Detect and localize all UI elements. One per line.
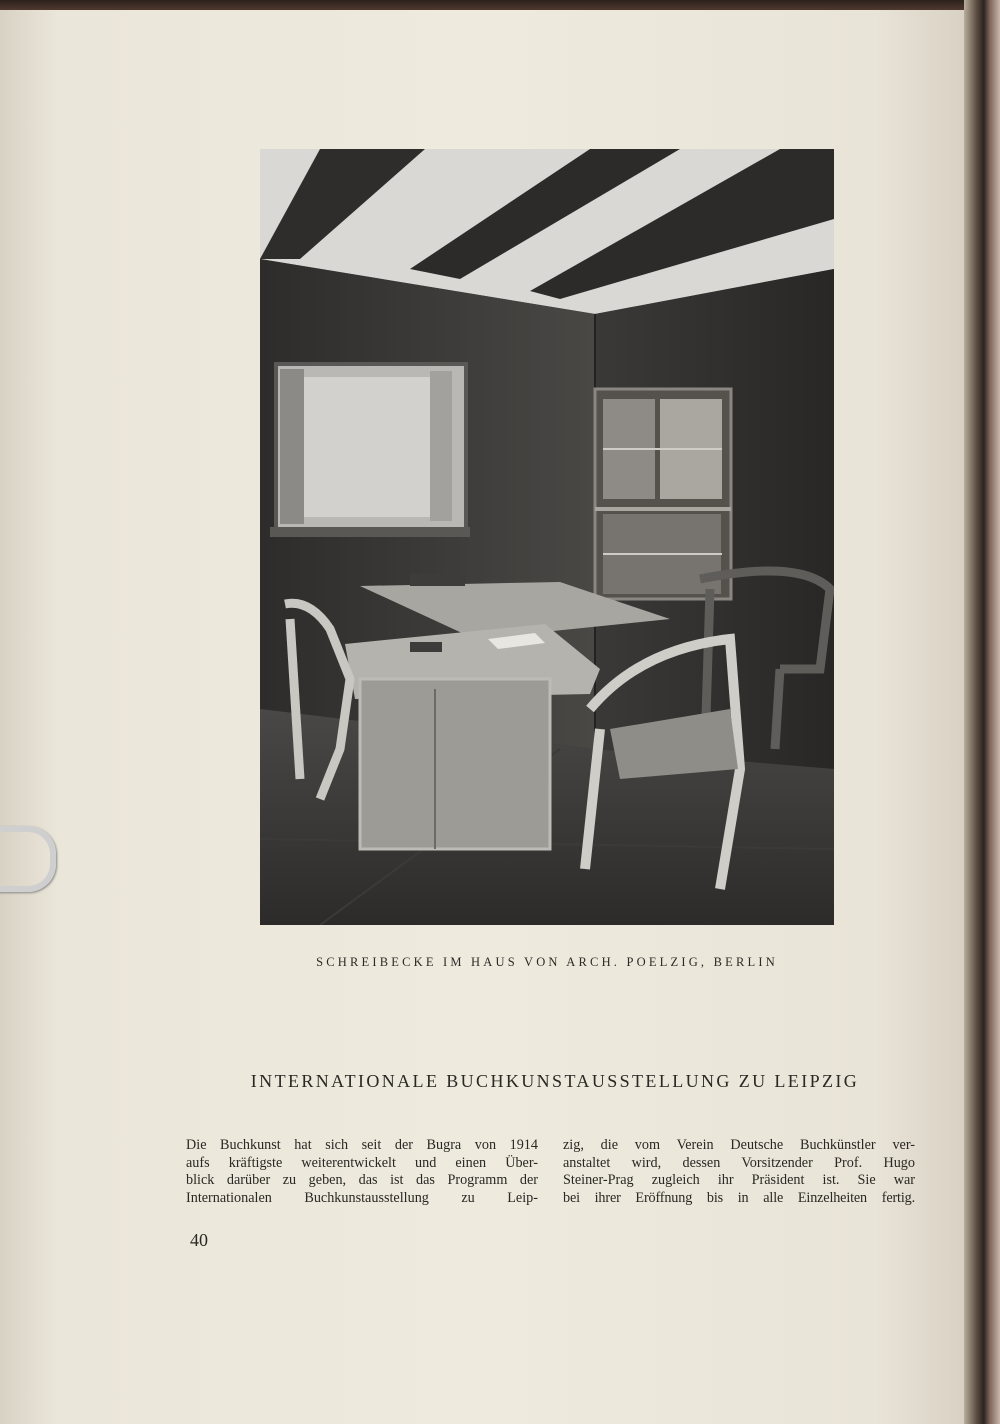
text-line: blick darüber zu geben, das ist das Programm der <box>186 1172 538 1189</box>
paper-clip <box>0 826 56 892</box>
text-line: Die Buchkunst hat sich seit der Bugra von 1914 <box>186 1137 538 1153</box>
photo-caption: SCHREIBECKE IM HAUS VON ARCH. POELZIG, BERLIN <box>316 955 778 969</box>
article-column-left <box>186 1137 538 1207</box>
text-line: aufs kräftigste weiterentwickelt und einen Über- <box>186 1154 538 1171</box>
book-gutter <box>964 0 1000 1424</box>
text-line: Internationalen Buchkunstausstellung zu Leip- <box>186 1189 538 1206</box>
text-line: bei ihrer Eröffnung bis in alle Einzelheiten fertig. <box>563 1189 915 1206</box>
interior-photo <box>260 149 834 925</box>
text-line: zig, die vom Verein Deutsche Buchkünstler ver- <box>563 1137 915 1153</box>
article-column-right <box>563 1137 915 1207</box>
text-line: Steiner-Prag zugleich ihr Präsident ist. Sie war <box>563 1172 915 1189</box>
page-number: 40 <box>190 1230 208 1250</box>
text-line: anstaltet wird, dessen Vorsitzender Prof. Hugo <box>563 1154 915 1171</box>
article-heading: INTERNATIONALE BUCHKUNSTAUSSTELLUNG ZU LEIPZIG <box>250 1071 860 1091</box>
